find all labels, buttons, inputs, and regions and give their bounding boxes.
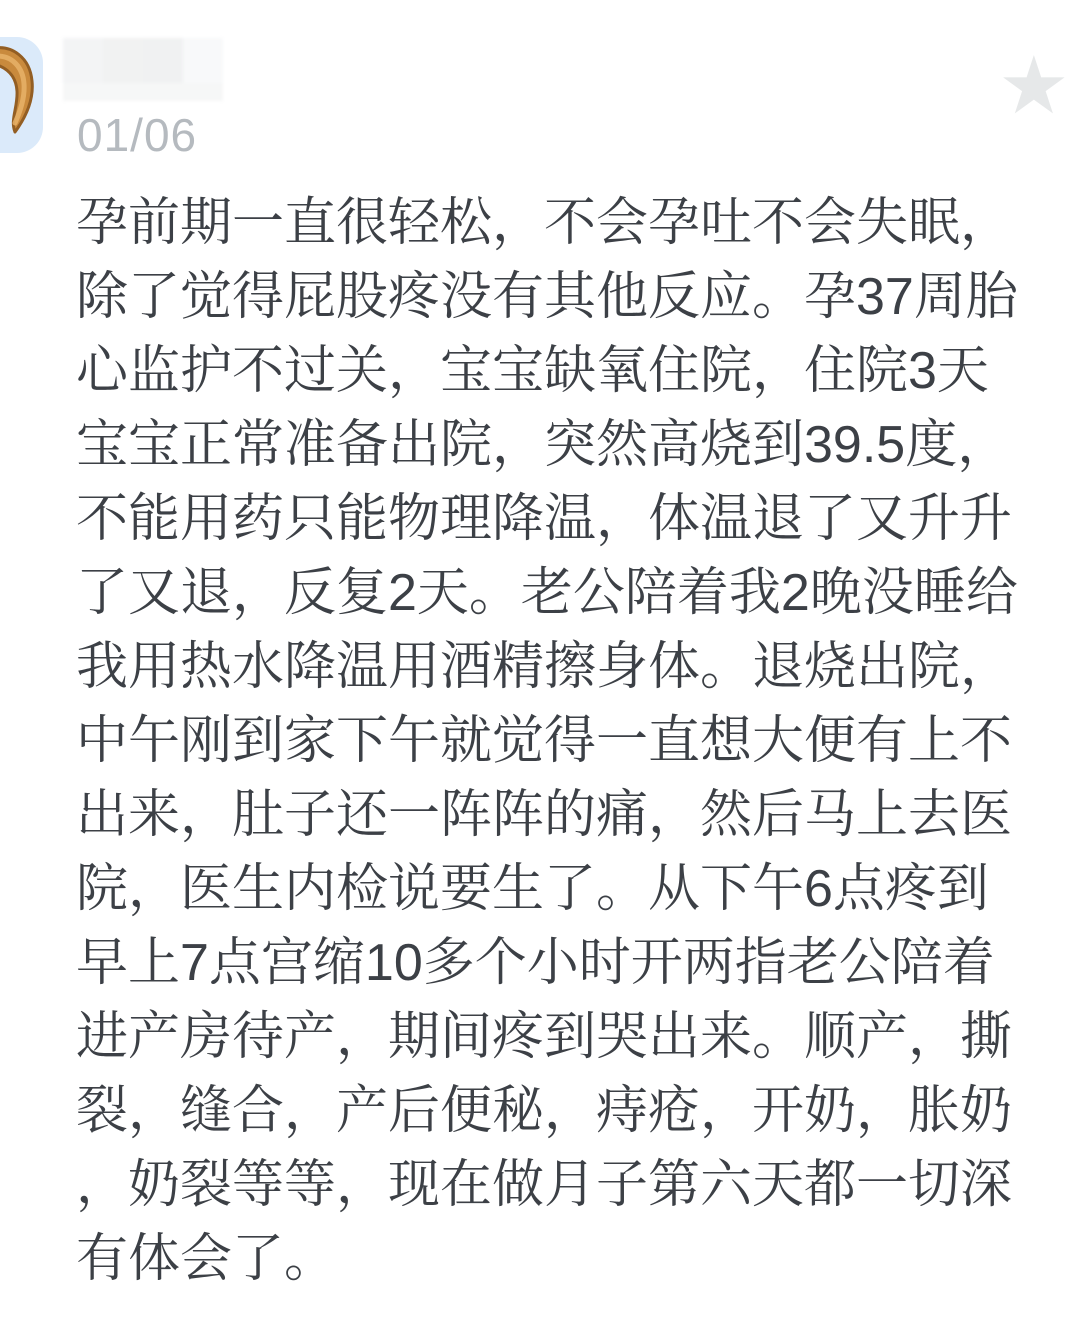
post-body[interactable] <box>76 186 1046 1296</box>
mosaic-row <box>63 83 223 101</box>
post-text-line: 中午刚到家下午就觉得一直想大便有上不 <box>76 712 1013 770</box>
avatar[interactable] <box>0 37 43 153</box>
post-text-line: 出来，肚子还一阵阵的痛，然后马上去医 <box>76 786 1013 844</box>
post-text-line: 裂，缝合，产后便秘，痔疮，开奶，胀奶 <box>76 1082 1013 1140</box>
mosaic-cell <box>63 38 103 83</box>
post-text-line: 有体会了。 <box>76 1230 337 1288</box>
mosaic-row <box>63 38 223 83</box>
post-text-line: 进产房待产，期间疼到哭出来。顺产，撕 <box>76 1008 1013 1066</box>
mosaic-cell <box>143 38 183 83</box>
mosaic-cell <box>183 38 223 83</box>
favorite-star-icon[interactable]: ★ <box>998 41 1070 130</box>
avatar-hair-icon <box>0 37 43 153</box>
post-text-line: 宝宝正常准备出院，突然高烧到39.5度， <box>76 416 1010 474</box>
username-redacted-mosaic <box>63 38 223 101</box>
post-text-line: 了又退，反复2天。老公陪着我2晚没睡给 <box>76 564 1018 622</box>
post-text-line: 早上7点宫缩10多个小时开两指老公陪着 <box>76 934 995 992</box>
post-text-line: 我用热水降温用酒精擦身体。退烧出院， <box>76 638 1013 696</box>
post-text-line: 孕前期一直很轻松，不会孕吐不会失眠， <box>76 194 1013 252</box>
mosaic-cell <box>103 38 143 83</box>
post-date: 01/06 <box>77 109 198 161</box>
post-text-line: 心监护不过关，宝宝缺氧住院，住院3天 <box>76 342 989 400</box>
post-text-line: 院，医生内检说要生了。从下午6点疼到 <box>76 860 989 918</box>
post-text-line: 不能用药只能物理降温，体温退了又升升 <box>76 490 1013 548</box>
post-text-line: 除了觉得屁股疼没有其他反应。孕37周胎 <box>76 268 1018 326</box>
post-text-line: ，奶裂等等，现在做月子第六天都一切深 <box>76 1156 1013 1214</box>
